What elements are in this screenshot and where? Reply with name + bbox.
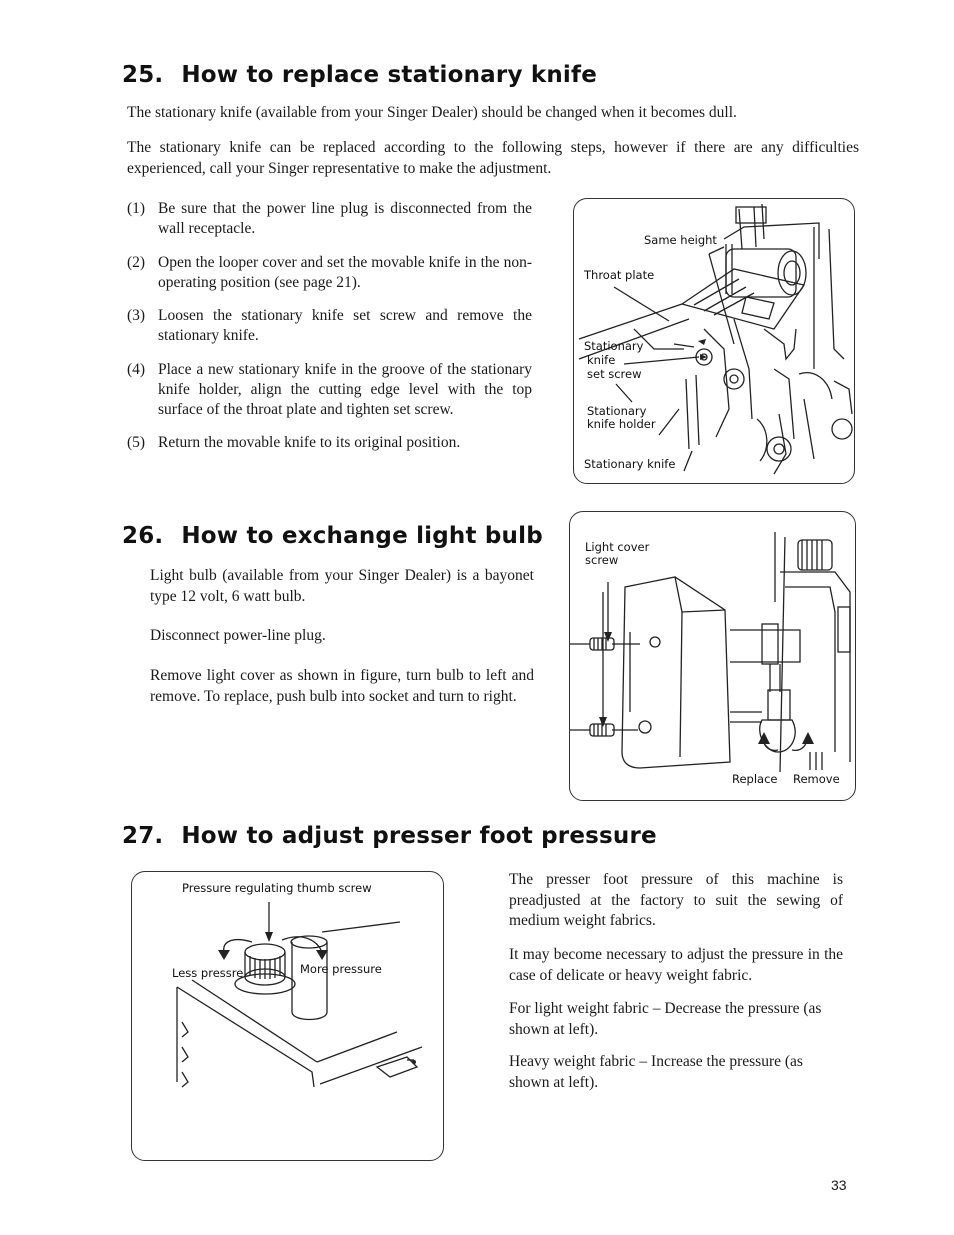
section-25-intro-2: The stationary knife can be replaced according to the following steps, however if there are any difficulties experienced, call your Singer representative to make the adjustment.: [127, 139, 859, 177]
label-remove: Remove: [793, 772, 840, 786]
step-3: [127, 306, 532, 346]
label-knife-holder-line1: Stationary: [587, 404, 647, 418]
label-same-height: Same height: [644, 233, 717, 247]
section-25-title: How to replace stationary knife: [181, 62, 597, 88]
section-27-heading: [122, 823, 657, 849]
step-marker: (2): [127, 253, 146, 271]
section-25-steps: [127, 199, 532, 467]
step-2: [127, 253, 532, 293]
section-26-heading: [122, 523, 543, 549]
step-text: Return the movable knife to its original position.: [158, 434, 461, 451]
section-26-title: How to exchange light bulb: [181, 523, 543, 549]
step-5: [127, 433, 532, 453]
label-throat-plate: Throat plate: [584, 268, 655, 282]
section-25-number: 25.: [122, 62, 164, 88]
step-marker: (1): [127, 200, 146, 217]
label-light-cover-screw-line2: screw: [585, 553, 619, 567]
label-light-cover-screw-line1: Light cover: [585, 540, 650, 554]
step-marker: (4): [127, 360, 146, 378]
label-set-screw-line3: set screw: [587, 367, 642, 381]
section-26-para-2: Disconnect power-line plug.: [150, 627, 326, 644]
section-25-heading: [122, 62, 597, 88]
label-less-pressure: Less pressre: [172, 966, 244, 980]
section-27-number: 27.: [122, 823, 164, 849]
section-25-intro-1: The stationary knife (available from your Singer Dealer) should be changed when it becomes dull.: [127, 104, 737, 121]
section-27-para-4: Heavy weight fabric – Increase the pressure (as shown at left).: [509, 1053, 803, 1091]
stationary-knife-figure: [573, 198, 855, 484]
label-set-screw-line1: Stationary: [584, 339, 644, 353]
step-4: [127, 360, 532, 420]
step-text: Be sure that the power line plug is disconnected from the wall receptacle.: [158, 200, 532, 237]
presser-pressure-figure: [131, 871, 444, 1161]
step-text: Loosen the stationary knife set screw and remove the stationary knife.: [158, 307, 532, 344]
section-26-para-1: Light bulb (available from your Singer Dealer) is a bayonet type 12 volt, 6 watt bulb.: [150, 567, 534, 605]
label-set-screw-line2: knife: [587, 353, 616, 367]
step-text: Open the looper cover and set the movable knife in the non-operating position (see page 21).: [158, 253, 532, 291]
presser-pressure-illustration: [132, 872, 443, 1160]
step-marker: (5): [127, 434, 146, 451]
label-stationary-knife: Stationary knife: [584, 457, 676, 471]
section-27-title: How to adjust presser foot pressure: [181, 823, 657, 849]
section-26-para-3: Remove light cover as shown in figure, turn bulb to left and remove. To replace, push bulb into socket and turn to right.: [150, 667, 534, 705]
label-knife-holder-line2: knife holder: [587, 417, 656, 431]
label-replace: Replace: [732, 772, 778, 786]
section-27-para-1: The presser foot pressure of this machine is preadjusted at the factory to suit the sewing of medium weight fabrics.: [509, 871, 843, 929]
label-thumb-screw: Pressure regulating thumb screw: [182, 881, 372, 895]
section-27-para-2: It may become necessary to adjust the pressure in the case of delicate or heavy weight fabric.: [509, 946, 843, 984]
page-number: 33: [831, 1177, 847, 1193]
light-bulb-figure: [569, 511, 856, 801]
step-text: Place a new stationary knife in the groove of the stationary knife holder, align the cutting edge level with the top surface of the throat plate and tighten set screw.: [158, 360, 532, 418]
label-more-pressure: More pressure: [300, 962, 382, 976]
section-26-number: 26.: [122, 523, 164, 549]
section-27-para-3: For light weight fabric – Decrease the pressure (as shown at left).: [509, 1000, 822, 1038]
step-marker: (3): [127, 307, 146, 324]
step-1: [127, 199, 532, 239]
